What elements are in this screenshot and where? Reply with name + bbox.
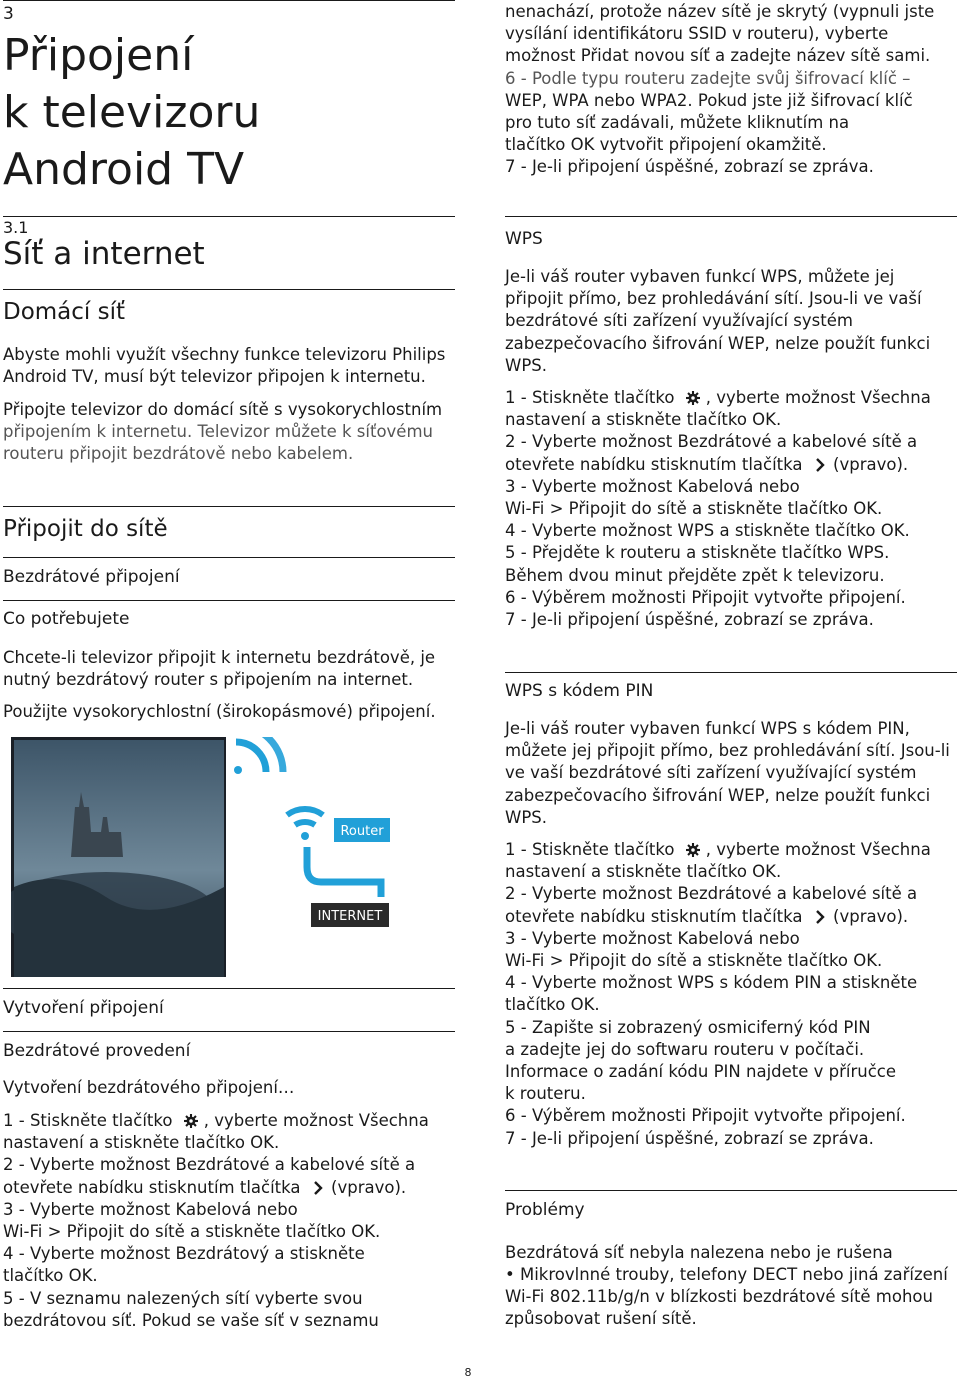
- chapter-title: [3, 27, 260, 198]
- step-line: 7 - Je-li připojení úspěšné, zobrazí se zpráva.: [505, 610, 874, 630]
- chevron-right-icon: [814, 458, 826, 472]
- wifi-waves-icon: [234, 737, 283, 774]
- divider: [505, 672, 957, 673]
- step-line: tlačítko OK.: [3, 1266, 98, 1286]
- step-line: 5 - Přejděte k routeru a stiskněte tlačítko WPS.: [505, 543, 890, 563]
- step-line: 3 - Vyberte možnost Kabelová nebo: [505, 928, 800, 948]
- text-line: Je-li váš router vybaven funkcí WPS, můžete jej: [505, 267, 895, 286]
- chapter-title-line: Připojení: [3, 30, 194, 81]
- step-line: 1 - Stiskněte tlačítko , vyberte možnost Všechna: [3, 1111, 429, 1130]
- continued-steps: [505, 1, 957, 179]
- wps-pin-steps: [505, 839, 957, 1150]
- divider: [3, 0, 455, 1]
- step-line: 4 - Vyberte možnost WPS a stiskněte tlačítko OK.: [505, 521, 910, 541]
- internet-label-box: [311, 903, 389, 927]
- text-line: WPS.: [505, 807, 547, 827]
- step-line: 2 - Vyberte možnost Bezdrátové a kabelové sítě a: [505, 432, 918, 452]
- step-line: k routeru.: [505, 1084, 586, 1104]
- text-line: Připojte televizor do domácí sítě s vysokorychlostním: [3, 400, 443, 419]
- text-line: Je-li váš router vybaven funkcí WPS s kódem PIN,: [505, 719, 910, 738]
- step-line: otevřete nabídku stisknutím tlačítka (vpravo).: [505, 454, 909, 474]
- text-line: tlačítko OK vytvořit připojení okamžitě.: [505, 135, 827, 155]
- divider: [505, 216, 957, 217]
- settings-gear-icon: [686, 391, 700, 405]
- step-line: 4 - Vyberte možnost WPS s kódem PIN a stiskněte: [505, 973, 918, 993]
- divider: [3, 1031, 455, 1032]
- text-line: Android TV, musí být televizor připojen k internetu.: [3, 367, 426, 387]
- network-illustration: [11, 737, 451, 977]
- text-line: zabezpečovacího šifrování WEP, nelze použít funkci: [505, 785, 931, 805]
- create-steps: [3, 1110, 455, 1332]
- wps-pin-intro: [505, 718, 957, 829]
- router-wifi-icon: [287, 809, 323, 840]
- step-line: nastavení a stiskněte tlačítko OK.: [505, 862, 782, 882]
- text-line: připojením k internetu. Televizor můžete k síťovému: [3, 422, 433, 442]
- text-line: připojit přímo, bez prohledávání sítí. Jsou-li ve vaší: [505, 289, 922, 309]
- step-line: a zadejte jej do softwaru routeru v počítači.: [505, 1039, 865, 1059]
- cable-line: [307, 847, 381, 897]
- step-line: otevřete nabídku stisknutím tlačítka (vpravo).: [505, 906, 909, 926]
- wps-heading: WPS: [505, 229, 543, 249]
- text-line: 7 - Je-li připojení úspěšné, zobrazí se zpráva.: [505, 157, 874, 177]
- chapter-number: 3: [3, 4, 14, 24]
- chapter-title-line: k televizoru: [3, 87, 261, 138]
- text-line: Abyste mohli využít všechny funkce televizoru Philips: [3, 345, 446, 364]
- step-line: 1 - Stiskněte tlačítko , vyberte možnost Všechna: [505, 840, 931, 859]
- settings-gear-icon: [184, 1114, 198, 1128]
- text-line: • Mikrovlnné trouby, telefony DECT nebo jiná zařízení: [505, 1265, 948, 1284]
- step-line: Wi-Fi > Připojit do sítě a stiskněte tlačítko OK.: [505, 499, 883, 519]
- problems-heading: Problémy: [505, 1200, 585, 1220]
- text-line: Chcete-li televizor připojit k internetu bezdrátově, je: [3, 648, 436, 667]
- chevron-right-icon: [814, 910, 826, 924]
- divider: [3, 289, 455, 290]
- text-line: bezdrátové síti zařízení využívající systém: [505, 311, 853, 331]
- step-line: Během dvou minut přejděte zpět k televizoru.: [505, 565, 885, 585]
- step-line: 3 - Vyberte možnost Kabelová nebo: [505, 476, 800, 496]
- text-line: ve vaší bezdrátové síti zařízení využívající systém: [505, 763, 917, 783]
- internet-label: INTERNET: [317, 909, 383, 924]
- step-line: 2 - Vyberte možnost Bezdrátové a kabelové sítě a: [3, 1155, 416, 1175]
- divider: [3, 506, 455, 507]
- problems-sub: Bezdrátová síť nebyla nalezena nebo je rušena: [505, 1243, 893, 1262]
- text-line: WEP, WPA nebo WPA2. Pokud jste již šifrovací klíč: [505, 90, 913, 110]
- step-line: 5 - V seznamu nalezených sítí vyberte svou: [3, 1288, 363, 1308]
- step-line: nastavení a stiskněte tlačítko OK.: [3, 1133, 280, 1153]
- create-heading: Vytvoření připojení: [3, 998, 164, 1018]
- step-line: 4 - Vyberte možnost Bezdrátový a stiskněte: [3, 1244, 365, 1264]
- chevron-right-icon: [312, 1181, 324, 1195]
- step-line: Wi-Fi > Připojit do sítě a stiskněte tlačítko OK.: [3, 1222, 381, 1242]
- page-number: 8: [464, 1366, 472, 1379]
- step-line: 2 - Vyberte možnost Bezdrátové a kabelové sítě a: [505, 884, 918, 904]
- home-network-para2: [3, 399, 455, 466]
- step-line: Wi-Fi > Připojit do sítě a stiskněte tlačítko OK.: [505, 951, 883, 971]
- step-line: 7 - Je-li připojení úspěšné, zobrazí se zpráva.: [505, 1128, 874, 1148]
- divider: [3, 600, 455, 601]
- text-line: vysílání identifikátoru SSID v routeru), vyberte: [505, 24, 889, 44]
- step-line: 6 - Výběrem možnosti Připojit vytvořte připojení.: [505, 587, 906, 607]
- text-line: routeru připojit bezdrátově nebo kabelem.: [3, 444, 354, 464]
- connect-heading: Připojit do sítě: [3, 516, 168, 542]
- text-line: nenachází, protože název sítě je skrytý (vypnuli jste: [505, 2, 935, 21]
- step-line: 1 - Stiskněte tlačítko , vyberte možnost Všechna: [505, 388, 931, 407]
- wps-pin-heading: WPS s kódem PIN: [505, 681, 654, 701]
- step-line: 3 - Vyberte možnost Kabelová nebo: [3, 1199, 298, 1219]
- router-label: Router: [340, 824, 384, 839]
- connect-para2: Použijte vysokorychlostní (širokopásmové) připojení.: [3, 702, 436, 721]
- step-line: 5 - Zapište si zobrazený osmiciferný kód PIN: [505, 1017, 871, 1037]
- text-line: zabezpečovacího šifrování WEP, nelze použít funkci: [505, 333, 931, 353]
- create-intro: Vytvoření bezdrátového připojení…: [3, 1078, 295, 1097]
- text-line: 6 - Podle typu routeru zadejte svůj šifrovací klíč –: [505, 68, 911, 88]
- problems-text: [505, 1264, 957, 1331]
- text-line: můžete jej připojit přímo, bez prohledávání sítí. Jsou-li: [505, 741, 950, 761]
- text-line: způsobovat rušení sítě.: [505, 1309, 697, 1329]
- section-number: 3.1: [3, 218, 29, 237]
- wps-intro: [505, 266, 957, 377]
- chapter-title-line: Android TV: [3, 144, 245, 195]
- step-line: bezdrátovou síť. Pokud se vaše síť v seznamu: [3, 1310, 379, 1330]
- section-title: Síť a internet: [3, 236, 205, 272]
- text-line: WPS.: [505, 355, 547, 375]
- wps-steps: [505, 387, 957, 631]
- step-line: tlačítko OK.: [505, 995, 600, 1015]
- home-network-heading: Domácí síť: [3, 299, 126, 325]
- router-label-box: [334, 818, 390, 842]
- text-line: nutný bezdrátový router s připojením na internet.: [3, 670, 414, 690]
- divider: [3, 216, 455, 217]
- tv-screen: [11, 737, 226, 977]
- divider: [3, 557, 455, 558]
- connect-sub2: Co potřebujete: [3, 609, 130, 629]
- step-line: otevřete nabídku stisknutím tlačítka (vpravo).: [3, 1177, 407, 1197]
- settings-gear-icon: [686, 843, 700, 857]
- step-line: Informace o zadání kódu PIN najdete v příručce: [505, 1062, 897, 1082]
- home-network-para1: [3, 344, 455, 388]
- text-line: možnost Přidat novou síť a zadejte název sítě sami.: [505, 46, 931, 66]
- step-line: nastavení a stiskněte tlačítko OK.: [505, 410, 782, 430]
- connect-para1: [3, 647, 455, 691]
- connect-sub1: Bezdrátové připojení: [3, 567, 180, 587]
- divider: [3, 988, 455, 989]
- text-line: pro tuto síť zadávali, můžete kliknutím na: [505, 113, 850, 133]
- create-sub: Bezdrátové provedení: [3, 1041, 191, 1061]
- divider: [505, 1190, 957, 1191]
- text-line: Wi-Fi 802.11b/g/n v blízkosti bezdrátové sítě mohou: [505, 1287, 933, 1307]
- step-line: 6 - Výběrem možnosti Připojit vytvořte připojení.: [505, 1106, 906, 1126]
